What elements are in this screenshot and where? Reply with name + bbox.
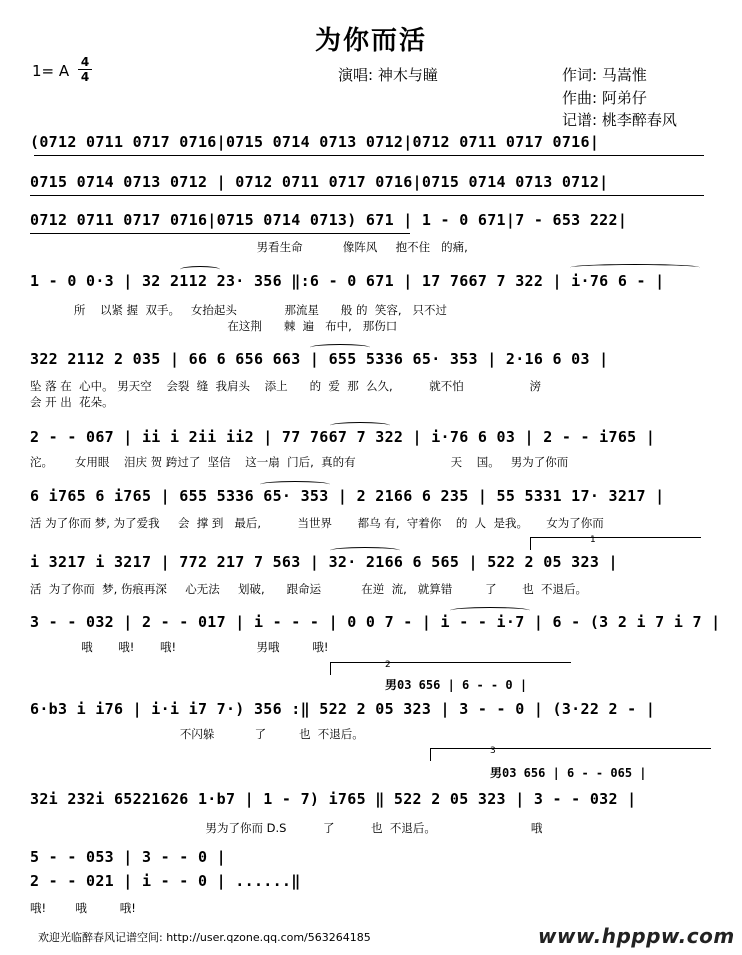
watermark: www.hpppw.com: [538, 924, 735, 948]
lyric-line-alt: 在这荆 棘 遍 布中, 那伤口: [30, 319, 398, 333]
lyric-line: 所 以紧 握 双手。 女抬起头 那流星 般 的 笑容, 只不过: [30, 303, 447, 317]
notation-line: 6 i765 6 i765 | 655 5336 65· 353 | 2 2166 6 235 | 55 5331 17· 3217 |: [30, 487, 665, 505]
lyric-line-alt: 会 开 出 花朵。: [30, 395, 114, 409]
notation-line: 5 - - 053 | 3 - - 0 |: [30, 848, 226, 866]
volta-1-label: 1: [590, 535, 596, 545]
notation-line: 3 - - 032 | 2 - - 017 | i - - - | 0 0 7 - | i - - i·7 | 6 - (3 2 i 7 i 7 |: [30, 613, 721, 631]
lyric-line: 男为了你而 D.S 了 也 不退后。 哦: [30, 821, 543, 835]
notation-line: 322 2112 2 035 | 66 6 656 663 | 655 5336 65· 353 | 2·16 6 03 |: [30, 350, 609, 368]
song-title: 为你而活: [314, 26, 427, 56]
volta-2: [330, 662, 571, 675]
notation-line: 2 - - 067 | ii i 2ii ii2 | 77 7667 7 322 | i·76 6 03 | 2 - - i765 |: [30, 428, 656, 446]
key-signature: 1= A: [32, 62, 70, 80]
notation-line: 1 - 0 0·3 | 32 2112 23· 356 ‖:6 - 0 671 | 17 7667 7 322 | i·76 6 - |: [30, 272, 665, 290]
notation-line: 0715 0714 0713 0712 | 0712 0711 0717 0716|0715 0714 0713 0712|: [30, 173, 609, 191]
notation-line: 0712 0711 0717 0716|0715 0714 0713) 671 | 1 - 0 671|7 - 653 222|: [30, 211, 628, 229]
volta-3-label: 3: [490, 746, 496, 756]
lyric-line: 活 为了你而 梦, 为了爱我 会 撑 到 最后, 当世界 都乌 有, 守着你 的 人 是我。 女为了你而: [30, 516, 604, 530]
lyric-line: 哦 哦! 哦! 男哦 哦!: [30, 640, 329, 654]
volta-1: [530, 537, 701, 550]
notation-line: i 3217 i 3217 | 772 217 7 563 | 32· 2166 6 565 | 522 2 05 323 |: [30, 553, 618, 571]
footer-note: 欢迎光临醉春风记谱空间: http://user.qzone.qq.com/563264185: [38, 931, 371, 944]
lyric-line: 哦! 哦 哦!: [30, 901, 136, 915]
notation-line: 32i 232i 65221626 1·b7 | 1 - 7) i765 ‖ 522 2 05 323 | 3 - - 032 |: [30, 790, 637, 808]
lyric-line: 活 为了你而 梦, 伤痕再深 心无法 划破, 跟命运 在逆 流, 就算错 了 也 不退后。: [30, 582, 588, 596]
lyricist-credit: 作词: 马嵩惟: [562, 66, 647, 84]
lyric-line: 男看生命 像阵风 抱不住 的痛,: [30, 240, 468, 254]
upper-notation: 男03 656 | 6 - - 065 |: [490, 766, 647, 780]
notation-line: 2 - - 021 | i - - 0 | ......‖: [30, 872, 301, 890]
volta-2-label: 2: [385, 660, 391, 670]
lyric-line: 沱。 女用眼 泪庆 贺 跨过了 坚信 这一扇 门后, 真的有 天 国。 男为了你而: [30, 455, 569, 469]
composer-credit: 作曲: 阿弟仔: [562, 89, 647, 107]
lyric-line: 不闪躲 了 也 不退后。: [30, 727, 364, 741]
singer-credit: 演唱: 神木与瞳: [338, 66, 438, 84]
volta-3: [430, 748, 711, 761]
transcriber-credit: 记谱: 桃李醉春风: [562, 111, 677, 129]
time-signature: [78, 56, 92, 83]
upper-notation: 男03 656 | 6 - - 0 |: [385, 678, 528, 692]
notation-line: 6·b3 i i76 | i·i i7 7·) 356 :‖ 522 2 05 323 | 3 - - 0 | (3·22 2 - |: [30, 700, 656, 718]
notation-line: (0712 0711 0717 0716|0715 0714 0713 0712|0712 0711 0717 0716|: [30, 133, 600, 151]
time-signature-top: 4: [80, 55, 90, 69]
lyric-line: 坠 落 在 心中。 男天空 会裂 缝 我肩头 添上 的 爱 那 么久, 就不怕 滂: [30, 379, 542, 393]
time-signature-bottom: 4: [80, 70, 90, 84]
